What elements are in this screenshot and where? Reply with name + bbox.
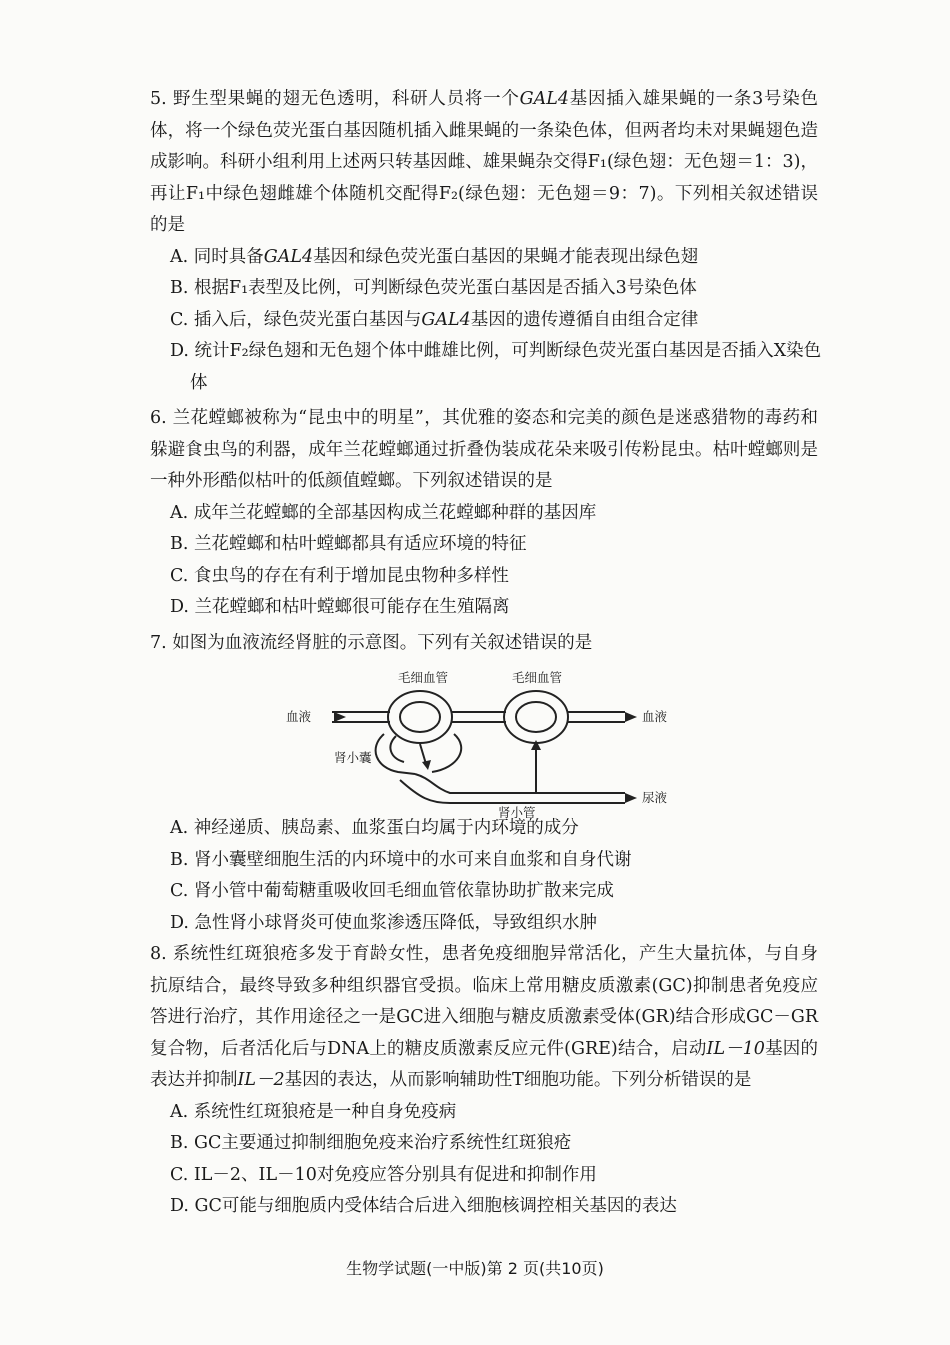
kidney-blood-flow-diagram [280,668,700,818]
q8-option-b: B. GC主要通过抑制细胞免疫来治疗系统性红斑狼疮 [170,1133,572,1153]
q5-stem: 5. 野生型果蝇的翅无色透明，科研人员将一个GAL4基因插入雄果蝇的一条3号染色体，将一个绿色荧光蛋白基因随机插入雌果蝇的一条染色体，但两者均未对果蝇翅色造成影响。科研小组利用上述两只转基因雌、雄果蝇杂交得F₁(绿色翅：无色翅＝1：3)，再让F₁中绿色翅雌雄个体随机交配得F₂(绿色翅：无色翅＝9：7)。下列相关叙述错误的是 [150,89,818,235]
q6-option-b: B. 兰花螳螂和枯叶螳螂都具有适应环境的特征 [170,534,527,554]
label-blood-in: 血液 [286,709,312,724]
q8-stem: 8. 系统性红斑狼疮多发于育龄女性，患者免疫细胞异常活化，产生大量抗体，与自身抗原结合，最终导致多种组织器官受损。临床上常用糖皮质激素(GC)抑制患者免疫应答进行治疗，其作用途径之一是GC进入细胞与糖皮质激素受体(GR)结合形成GC－GR复合物，后者活化后与DNA上的糖皮质激素反应元件(GRE)结合，启动IL－10基因的表达并抑制IL－2基因的表达，从而影响辅助性T细胞功能。下列分析错误的是 [150,944,818,1090]
q5-option-a: A. 同时具备GAL4基因和绿色荧光蛋白基因的果蝇才能表现出绿色翅 [170,246,699,267]
capsule-inner-wall [390,736,404,762]
q6-option-a: A. 成年兰花螳螂的全部基因构成兰花螳螂种群的基因库 [170,502,597,523]
label-tubule: 肾小管 [498,805,536,818]
label-capillary-1: 毛细血管 [398,670,449,685]
q5-option-c: C. 插入后，绿色荧光蛋白基因与GAL4基因的遗传遵循自由组合定律 [170,309,699,330]
question-5 [150,84,822,399]
capillary-outer [504,691,568,743]
filtration-arrow-line [420,744,426,764]
tubule-top-line [415,774,625,793]
question-7 [150,628,818,660]
glomerulus-outer [388,691,452,743]
capillary-inner [516,702,556,732]
page-footer: 生物学试题(一中版)第 2 页(共10页) [346,1259,604,1278]
q7-option-c: C. 肾小管中葡萄糖重吸收回毛细血管依靠协助扩散来完成 [170,881,614,901]
q7-option-b: B. 肾小囊壁细胞生活的内环境中的水可来自血浆和自身代谢 [170,849,632,870]
q6-stem: 6. 兰花螳螂被称为“昆虫中的明星”，其优雅的姿态和完美的颜色是迷惑猎物的毒药和躲避食虫鸟的利器，成年兰花螳螂通过折叠伪装成花朵来吸引传粉昆虫。枯叶螳螂则是一种外形酷似枯叶的低颜值螳螂。下列叙述错误的是 [150,408,818,491]
reabsorption-arrowhead [531,740,541,750]
blood-out-arrowhead [625,712,637,722]
filtration-arrowhead [422,760,431,770]
q7-option-d: D. 急性肾小球肾炎可使血浆渗透压降低，导致组织水肿 [170,912,598,933]
q5-option-b: B. 根据F₁表型及比例，可判断绿色荧光蛋白基因是否插入3号染色体 [170,278,697,298]
q5-option-d: D. 统计F₂绿色翅和无色翅个体中雌雄比例，可判断绿色荧光蛋白基因是否插入X染色体 [170,341,822,393]
q8-option-a: A. 系统性红斑狼疮是一种自身免疫病 [170,1101,457,1122]
question-6 [150,403,818,624]
capsule-outer-wall [376,734,415,774]
q7-option-a: A. 神经递质、胰岛素、血浆蛋白均属于内环境的成分 [170,818,579,838]
label-capsule: 肾小囊 [334,750,372,765]
q7-stem: 7. 如图为血液流经肾脏的示意图。下列有关叙述错误的是 [150,633,593,653]
q6-option-c: C. 食虫鸟的存在有利于增加昆虫物种多样性 [170,565,509,586]
q8-option-c: C. IL－2、IL－10对免疫应答分别具有促进和抑制作用 [170,1164,597,1185]
label-blood-out: 血液 [642,709,668,724]
glomerulus-inner [400,702,440,732]
q8-option-d: D. GC可能与细胞质内受体结合后进入细胞核调控相关基因的表达 [170,1196,677,1216]
label-capillary-2: 毛细血管 [512,670,563,685]
question-8 [150,939,818,1223]
blood-in-arrowhead [334,712,346,722]
question-7-options [150,813,818,939]
q6-option-d: D. 兰花螳螂和枯叶螳螂很可能存在生殖隔离 [170,597,510,617]
urine-arrowhead [625,793,637,803]
label-urine: 尿液 [642,790,668,805]
